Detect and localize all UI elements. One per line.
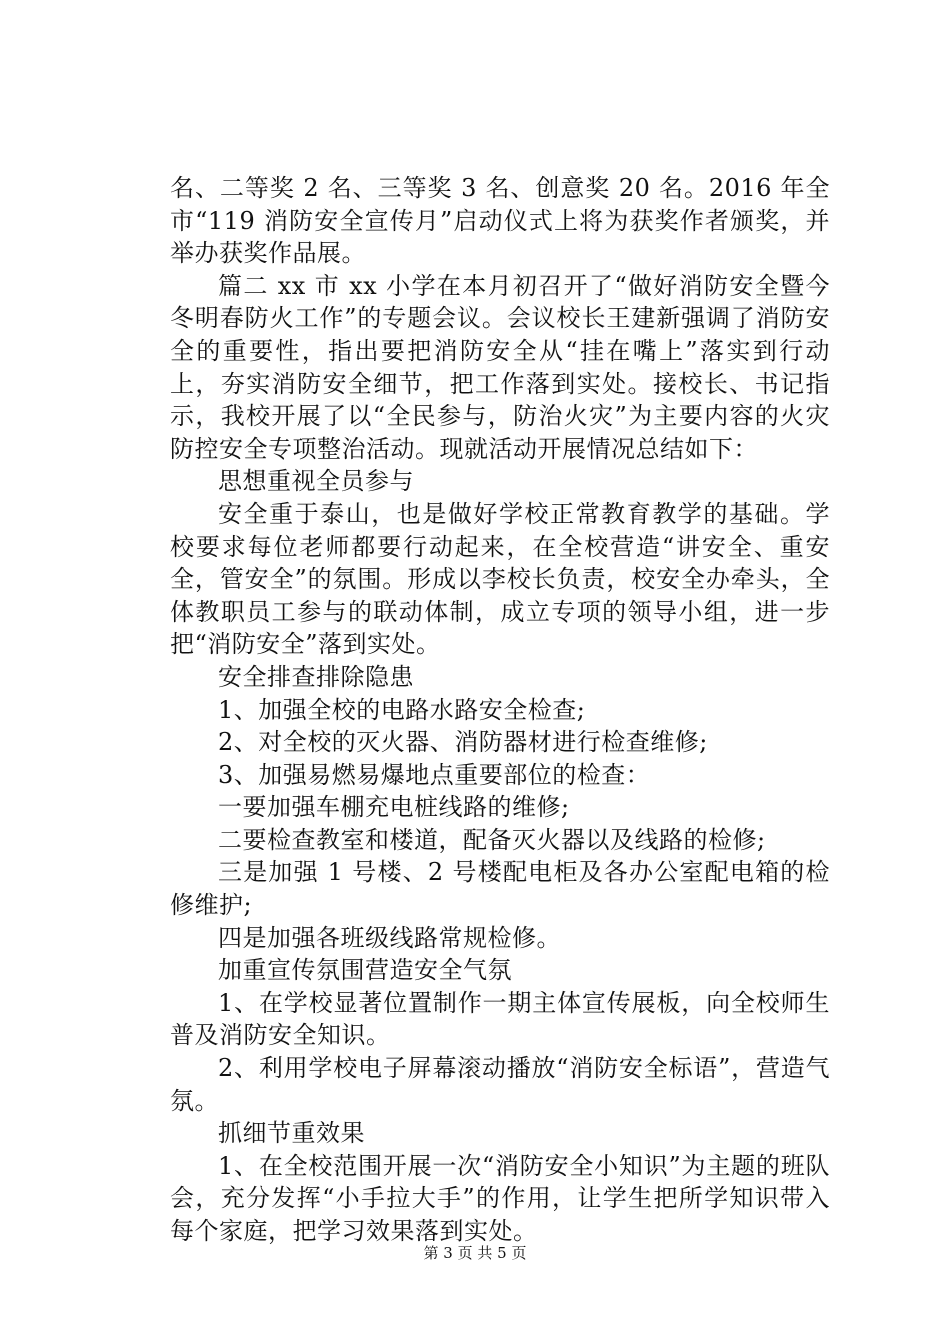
list-item: 1、加强全校的电路水路安全检查; <box>218 695 586 724</box>
paragraph: 名、二等奖 2 名、三等奖 3 名、创意奖 20 名。2016 年全市“119 消防安全宣传月”启动仪式上将为获奖作者颁奖，并举办获奖作品展。 <box>170 174 830 268</box>
list-item: 1、在学校显著位置制作一期主体宣传展板，向全校师生普及消防安全知识。 <box>170 988 830 1050</box>
list-item: 2、对全校的灭火器、消防器材进行检查维修; <box>218 728 708 757</box>
document-body <box>170 172 830 1248</box>
list-item: 2、利用学校电子屏幕滚动播放“消防安全标语”，营造气氛。 <box>170 1054 830 1115</box>
paragraph: 篇二 xx 市 xx 小学在本月初召开了“做好消防安全暨今冬明春防火工作”的专题会议。会议校长王建新强调了消防安全的重要性，指出要把消防安全从“挂在嘴上”落实到行动上，夯实消防安全细节，把工作落到实处。接校长、书记指示，我校开展了以“全民参与，防治火灾”为主要内容的火灾防控安全专项整治活动。现就活动开展情况总结如下： <box>170 271 830 463</box>
list-item: 3、加强易燃易爆地点重要部位的检查： <box>218 760 651 789</box>
page-number-footer: 第 3 页 共 5 页 <box>423 1244 527 1262</box>
paragraph: 安全重于泰山，也是做好学校正常教育教学的基础。学校要求每位老师都要行动起来，在全校营造“讲安全、重安全，管安全”的氛围。形成以李校长负责，校安全办牵头，全体教职员工参与的联动体制，成立专项的领导小组，进一步把“消防安全”落到实处。 <box>170 499 830 659</box>
section-heading: 思想重视全员参与 <box>218 467 414 496</box>
list-item: 四是加强各班级线路常规检修。 <box>218 923 561 952</box>
list-item: 三是加强 1 号楼、2 号楼配电柜及各办公室配电箱的检修维护; <box>170 858 830 920</box>
list-item: 二要检查教室和楼道，配备灭火器以及线路的检修; <box>218 825 766 854</box>
list-item: 1、在全校范围开展一次“消防安全小知识”为主题的班队会，充分发挥“小手拉大手”的作用，让学生把所学知识带入每个家庭，把学习效果落到实处。 <box>170 1151 830 1245</box>
section-heading: 抓细节重效果 <box>218 1119 365 1148</box>
section-heading: 安全排查排除隐患 <box>218 662 414 691</box>
list-item: 一要加强车棚充电桩线路的维修; <box>218 793 570 822</box>
section-heading: 加重宣传氛围营造安全气氛 <box>218 956 512 985</box>
